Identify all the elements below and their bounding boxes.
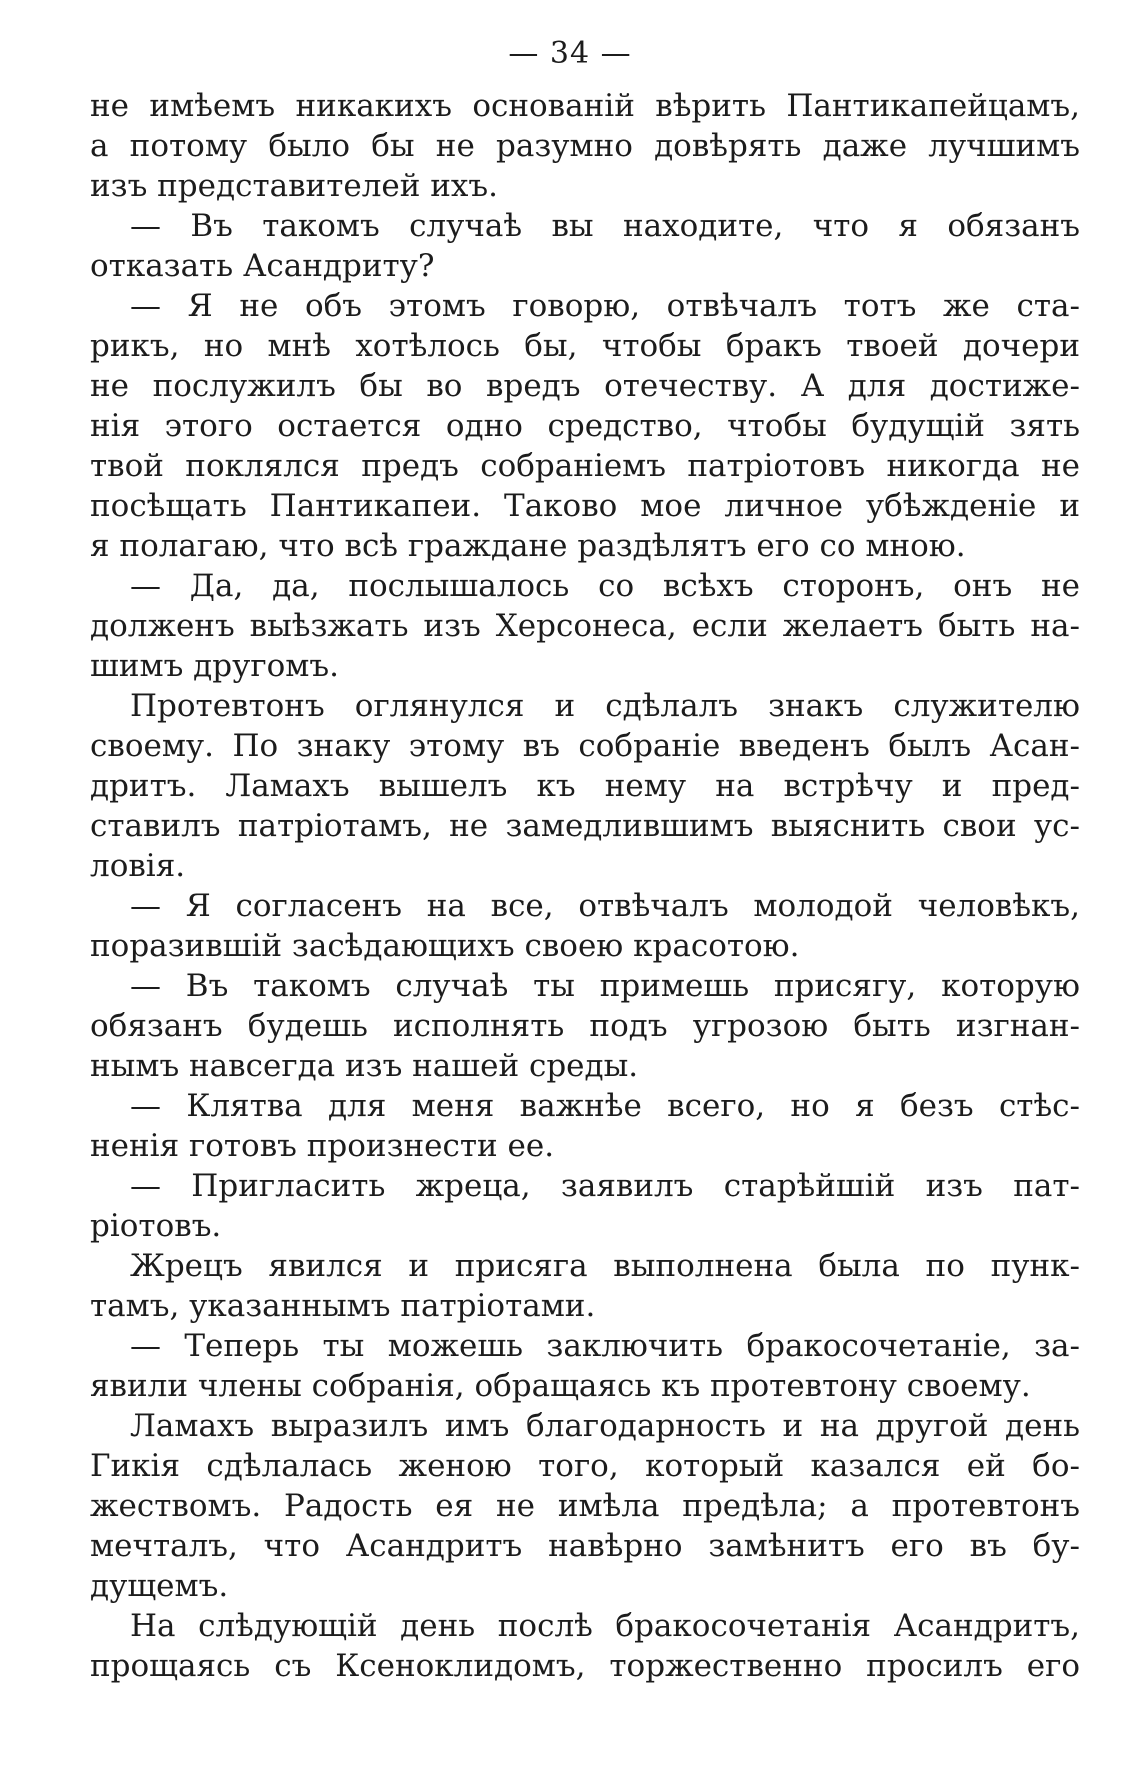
- text-line: — Я согласенъ на все, отвѣчалъ молодой человѣкъ,: [130, 888, 1080, 924]
- text-line: рикъ, но мнѣ хотѣлось бы, чтобы бракъ твоей дочери: [90, 328, 1080, 364]
- text-line: своему. По знаку этому въ собранiе введенъ былъ Асан-: [90, 728, 1080, 764]
- paragraph: [90, 1606, 1080, 1686]
- text-line: отказать Асандриту?: [90, 248, 435, 284]
- body-text: [90, 86, 1080, 1686]
- text-line: — Клятва для меня важнѣе всего, но я безъ стѣс-: [130, 1088, 1080, 1124]
- text-line: дритъ. Ламахъ вышелъ къ нему на встрѣчу и пред-: [90, 768, 1080, 804]
- text-line: Гикiя сдѣлалась женою того, который казался ей бо-: [90, 1448, 1080, 1484]
- page-number: — 34 —: [508, 36, 632, 71]
- text-line: — Да, да, послышалось со всѣхъ сторонъ, онъ не: [130, 568, 1080, 604]
- text-line: — Въ такомъ случаѣ вы находите, что я обязанъ: [130, 208, 1080, 244]
- text-line: шимъ другомъ.: [90, 648, 339, 684]
- paragraph: [90, 686, 1080, 886]
- text-line: — Теперь ты можешь заключить бракосочетанiе, за-: [130, 1328, 1080, 1364]
- text-line: Протевтонъ оглянулся и сдѣлалъ знакъ служителю: [130, 688, 1080, 724]
- text-line: поразившiй засѣдающихъ своею красотою.: [90, 928, 800, 964]
- paragraph: [90, 286, 1080, 566]
- text-line: рiотовъ.: [90, 1208, 222, 1244]
- paragraph: [90, 886, 1080, 966]
- text-line: На слѣдующiй день послѣ бракосочетанiя Асандритъ,: [130, 1608, 1080, 1644]
- text-line: ловiя.: [90, 848, 186, 884]
- paragraph: [90, 966, 1080, 1086]
- paragraph: [90, 566, 1080, 686]
- paragraph: [90, 206, 1080, 286]
- text-line: ненiя готовъ произнести ее.: [90, 1128, 555, 1164]
- text-line: дущемъ.: [90, 1568, 229, 1604]
- text-line: ставилъ патрiотамъ, не замедлившимъ выяснить свои ус-: [90, 808, 1080, 844]
- text-line: Ламахъ выразилъ имъ благодарность и на другой день: [130, 1408, 1080, 1444]
- text-line: нымъ навсегда изъ нашей среды.: [90, 1048, 639, 1084]
- paragraph: [90, 1246, 1080, 1326]
- text-line: я полагаю, что всѣ граждане раздѣлятъ его со мною.: [90, 528, 966, 564]
- text-line: жествомъ. Радость ея не имѣла предѣла; а протевтонъ: [90, 1488, 1080, 1524]
- paragraph: [90, 86, 1080, 206]
- text-line: мечталъ, что Асандритъ навѣрно замѣнитъ его въ бу-: [90, 1528, 1080, 1564]
- text-line: — Пригласить жреца, заявилъ старѣйшiй изъ пат-: [130, 1168, 1080, 1204]
- paragraph: [90, 1086, 1080, 1166]
- text-line: нiя этого остается одно средство, чтобы будущiй зять: [90, 408, 1080, 444]
- text-line: явили члены собранiя, обращаясь къ протевтону своему.: [90, 1368, 1031, 1404]
- text-line: изъ представителей ихъ.: [90, 168, 498, 204]
- text-line: прощаясь съ Ксеноклидомъ, торжественно просилъ его: [90, 1648, 1080, 1684]
- text-line: посѣщать Пантикапеи. Таково мое личное убѣжденiе и: [90, 488, 1080, 524]
- text-line: твой поклялся предъ собранiемъ патрiотовъ никогда не: [90, 448, 1080, 484]
- text-line: — Въ такомъ случаѣ ты примешь присягу, которую: [130, 968, 1080, 1004]
- text-line: Жрецъ явился и присяга выполнена была по пунк-: [130, 1248, 1080, 1284]
- text-line: не послужилъ бы во вредъ отечеству. А для достиже-: [90, 368, 1080, 404]
- paragraph: [90, 1166, 1080, 1246]
- text-line: — Я не объ этомъ говорю, отвѣчалъ тотъ же ста-: [130, 288, 1080, 324]
- text-line: тамъ, указаннымъ патрiотами.: [90, 1288, 596, 1324]
- text-line: обязанъ будешь исполнять подъ угрозою быть изгнан-: [90, 1008, 1080, 1044]
- text-line: долженъ выѣзжать изъ Херсонеса, если желаетъ быть на-: [90, 608, 1080, 644]
- paragraph: [90, 1326, 1080, 1406]
- paragraph: [90, 1406, 1080, 1606]
- text-line: не имѣемъ никакихъ основанiй вѣрить Пантикапейцамъ,: [90, 88, 1080, 124]
- text-line: а потому было бы не разумно довѣрять даже лучшимъ: [90, 128, 1080, 164]
